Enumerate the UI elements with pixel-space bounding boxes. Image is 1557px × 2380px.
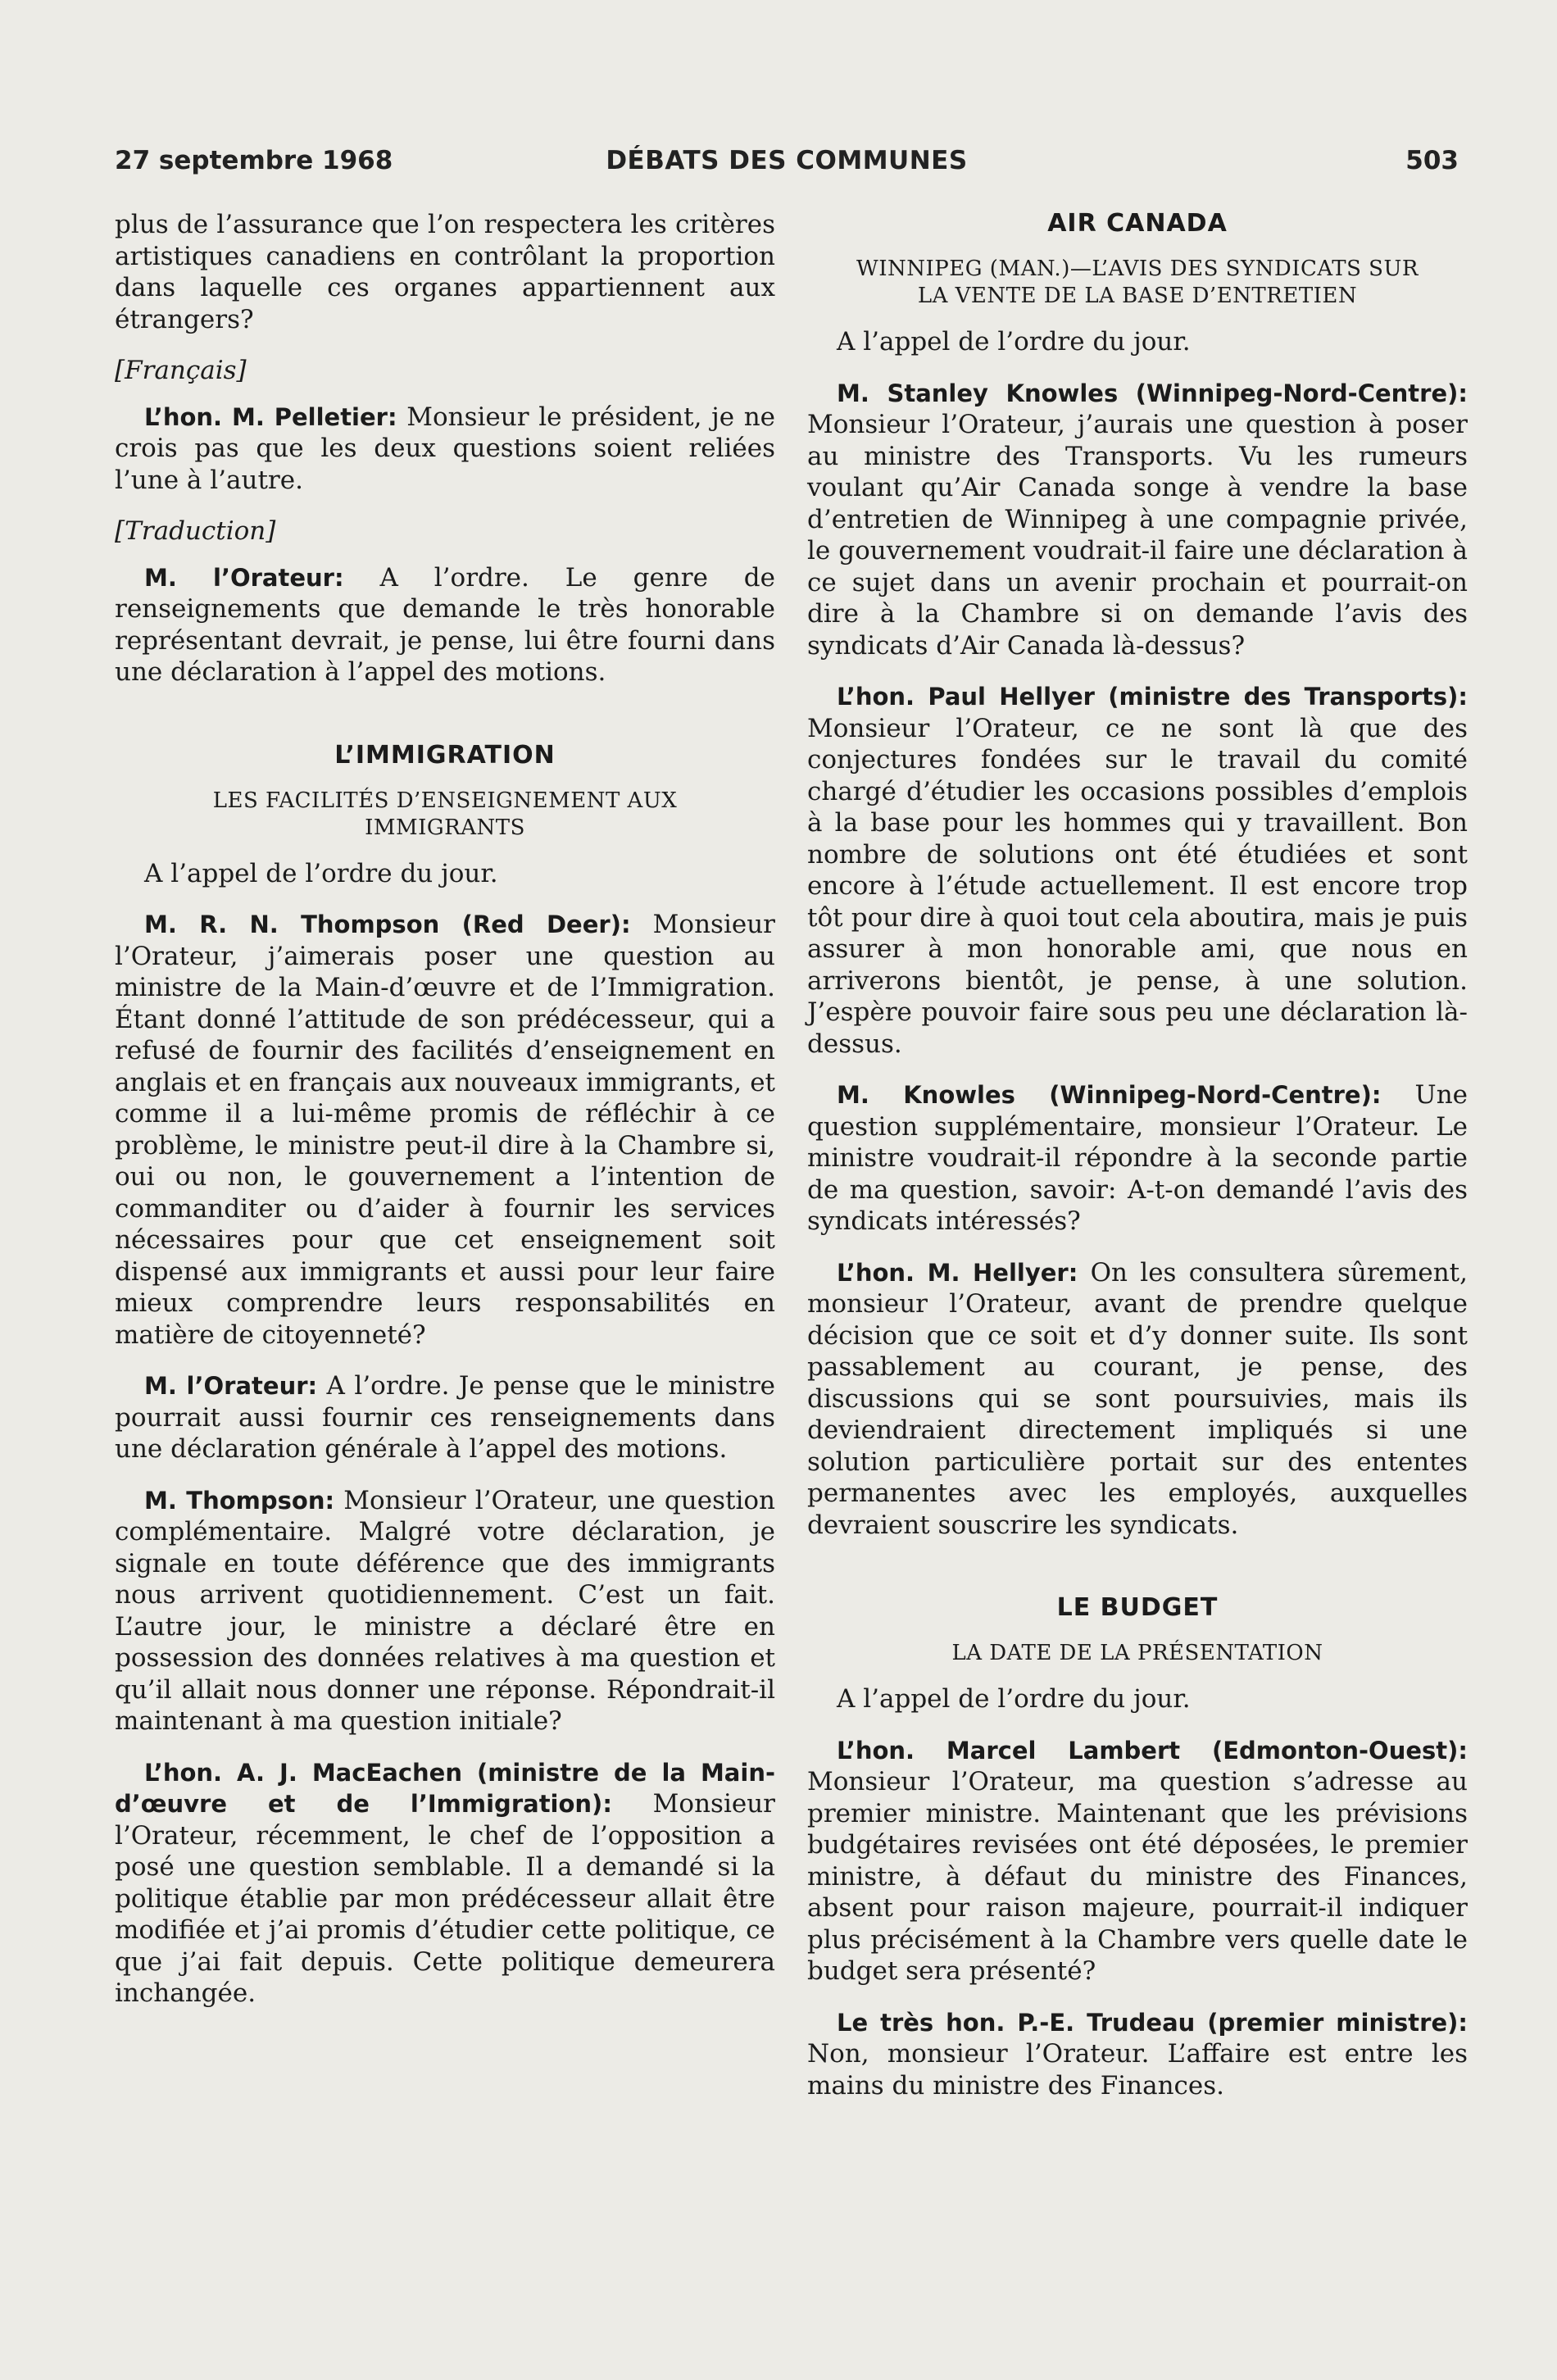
- paragraph: [807, 1257, 1468, 1542]
- paragraph-text: On les consultera sûrement, monsieur l’Orateur, avant de prendre quelque décision que ce soit et d’y donner suite. Ils sont passablement au courant, je pense, des discussions qui se sont poursuivies, mais ils deviendraient directement impliqués si une solution particulière portait sur des ententes permanentes avec les employés, auxquelles devraient souscrire les syndicats.: [807, 1257, 1468, 1540]
- paragraph: [115, 1370, 775, 1465]
- section-subtitle: LES FACILITÉS D’ENSEIGNEMENT AUX IMMIGRANTS: [212, 788, 678, 840]
- paragraph-text: A l’ordre. Je pense que le ministre pourrait aussi fournir ces renseignements dans une déclaration générale à l’appel des motions.: [115, 1371, 775, 1464]
- section-title: LE BUDGET: [1056, 1593, 1219, 1622]
- paragraph-text: Monsieur l’Orateur, récemment, le chef de l’opposition a posé une question semblable. Il a demandé si la politique établie par mon prédécesseur allait être modifiée et j’ai promis d’étudier cette politique, ce que j’ai fait depuis. Cette politique demeurera inchangée.: [115, 1789, 775, 2008]
- paragraph: [807, 681, 1468, 1060]
- paragraph-text: Monsieur l’Orateur, j’aurais une question à poser au ministre des Transports. Vu les rumeurs voulant qu’Air Canada songe à vendre la base d’entretien de Winnipeg à une compagnie privée, le gouvernement voudrait-il faire une déclaration à ce sujet dans un avenir prochain et pourrait-on dire à la Chambre si on demande l’avis des syndicats d’Air Canada là-dessus?: [807, 410, 1468, 661]
- paragraph-text: A l’ordre. Le genre de renseignements que demande le très honorable représentant devrait, je pense, lui être fourni dans une déclaration à l’appel des motions.: [115, 562, 775, 687]
- speaker-name: L’hon. M. Pelletier:: [144, 402, 397, 431]
- section-subtitle: LA DATE DE LA PRÉSENTATION: [951, 1641, 1323, 1665]
- speaker-name: L’hon. A. J. MacEachen (ministre de la Main-d’œuvre et de l’Immigration):: [115, 1758, 775, 1818]
- header-title: DÉBATS DES COMMUNES: [606, 146, 968, 175]
- speaker-name: M. l’Orateur:: [144, 563, 344, 592]
- paragraph-text: Monsieur l’Orateur, ce ne sont là que des conjectures fondées sur le travail du comité chargé d’étudier les occasions possibles d’emplois à la base pour les hommes qui y travaillent. Bon nombre de solutions ont été étudiées et sont encore à l’étude actuellement. Il est encore trop tôt pour dire à quoi tout cela aboutira, mais je puis assurer à mon honorable ami, que nous en arriverons bientôt, je pense, à une solution. J’espère pouvoir faire sous peu une déclaration là-dessus.: [807, 713, 1468, 1059]
- paragraph: [115, 1757, 775, 2010]
- page-number: 503: [1405, 146, 1459, 175]
- paragraph-text: Monsieur l’Orateur, une question complémentaire. Malgré votre déclaration, je signale en toute déférence que des immigrants nous arrivent quotidiennement. C’est un fait. L’autre jour, le ministre a déclaré être en possession des données relatives à ma question et qu’il allait nous donner une réponse. Répondrait-il maintenant à ma question initiale?: [115, 1485, 775, 1736]
- speaker-name: M. Stanley Knowles (Winnipeg-Nord-Centre):: [837, 379, 1468, 407]
- paragraph-text: Monsieur le président, je ne crois pas que les deux questions soient reliées l’une à l’autre.: [115, 402, 776, 495]
- speaker-name: L’hon. Paul Hellyer (ministre des Transports):: [837, 683, 1468, 711]
- paragraph: A l’appel de l’ordre du jour.: [144, 858, 498, 888]
- section-subtitle: WINNIPEG (MAN.)—L’AVIS DES SYNDICATS SUR LA VENTE DE LA BASE D’ENTRETIEN: [856, 257, 1419, 308]
- speaker-name: M. R. N. Thompson (Red Deer):: [144, 911, 631, 938]
- speaker-name: M. Thompson:: [144, 1486, 335, 1515]
- paragraph-text: Une question supplémentaire, monsieur l’Orateur. Le ministre voudrait-il répondre à la seconde partie de ma question, savoir: A-t-on demandé l’avis des syndicats intéressés?: [807, 1080, 1468, 1236]
- paragraph: A l’appel de l’ordre du jour.: [837, 327, 1191, 357]
- section-title: AIR CANADA: [1047, 209, 1228, 238]
- paragraph: [115, 562, 775, 688]
- right-column: [807, 209, 1468, 2121]
- paragraph: [115, 909, 775, 1351]
- paragraph-text: Monsieur l’Orateur, ma question s’adresse au premier ministre. Maintenant que les prévisions budgétaires revisées ont été déposées, le premier ministre, à défaut du ministre des Finances, absent pour raison majeure, pourrait-il indiquer plus précisément à la Chambre vers quelle date le budget sera présenté?: [807, 1767, 1468, 1986]
- section-title: L’IMMIGRATION: [334, 740, 556, 770]
- paragraph: A l’appel de l’ordre du jour.: [837, 1684, 1191, 1714]
- paragraph: [807, 1735, 1468, 1987]
- speaker-name: M. l’Orateur:: [144, 1372, 318, 1400]
- speaker-name: M. Knowles (Winnipeg-Nord-Centre):: [837, 1081, 1382, 1109]
- paragraph: plus de l’assurance que l’on respectera les critères artistiques canadiens en contrôlant la proportion dans laquelle ces organes appartiennent aux étrangers?: [115, 210, 775, 334]
- paragraph: [115, 1485, 775, 1737]
- header-date: 27 septembre 1968: [115, 146, 393, 175]
- paragraph-text: Monsieur l’Orateur, j’aimerais poser une question au ministre de la Main-d’œuvre et de l’Immigration. Étant donné l’attitude de son prédécesseur, qui a refusé de fournir des facilités d’enseignement en anglais et en français aux nouveaux immigrants, et comme il a lui-même promis de réfléchir à ce problème, le ministre peut-il dire à la Chambre si, oui ou non, le gouvernement a l’intention de commanditer ou d’aider à fournir les services nécessaires pour que cet enseignement soit dispensé aux immigrants et aussi pour leur faire mieux comprendre leurs responsabilités en matière de citoyenneté?: [115, 910, 775, 1350]
- paragraph: [807, 1079, 1468, 1238]
- paragraph: [807, 2007, 1468, 2102]
- paragraph-text: Non, monsieur l’Orateur. L’affaire est entre les mains du ministre des Finances.: [807, 2039, 1468, 2101]
- speaker-name: Le très hon. P.-E. Trudeau (premier ministre):: [837, 2008, 1468, 2037]
- paragraph: [115, 402, 775, 497]
- left-column: [115, 209, 775, 2029]
- language-note: [Traduction]: [115, 516, 276, 546]
- paragraph: [807, 378, 1468, 662]
- page-header: [115, 146, 1459, 187]
- speaker-name: L’hon. Marcel Lambert (Edmonton-Ouest):: [837, 1736, 1468, 1765]
- language-note: [Français]: [115, 356, 247, 385]
- speaker-name: L’hon. M. Hellyer:: [837, 1258, 1078, 1287]
